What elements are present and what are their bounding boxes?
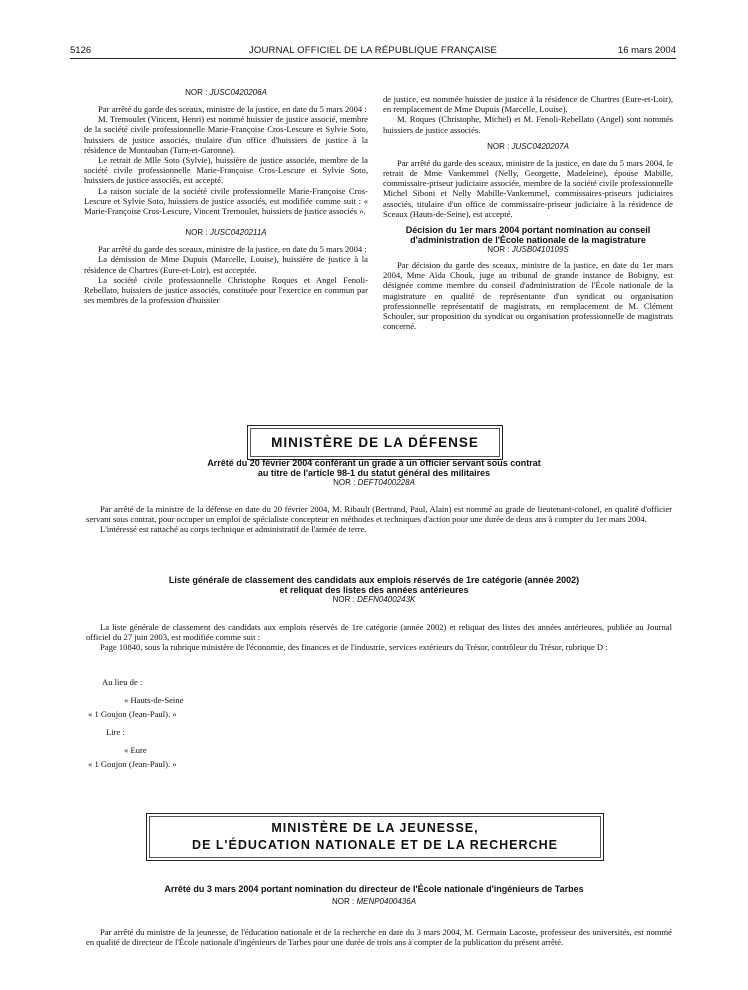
paragraph: La société civile professionnelle Christophe Roques et Angel Fenoli-Rebellato, huissiers de justice associés, constituée pour l'exercice en commun par ses membres de la profession d'huissier <box>84 274 368 306</box>
decision-title: Décision du 1er mars 2004 portant nomination au conseil d'administration de l'École nationale de la magistrature <box>405 225 651 246</box>
quote-line: « 1 Goujon (Jean-Paul). » <box>88 759 177 769</box>
issue-date: 16 mars 2004 <box>617 45 676 56</box>
nor-line: NOR : MENP0400436A <box>331 897 417 906</box>
nor-line: NOR : JUSC0420211A <box>185 228 267 238</box>
nor-code: JUSC0420211A <box>209 228 267 238</box>
left-column <box>84 88 368 305</box>
defense-decree-body <box>86 504 672 535</box>
ministry-title: DE L'ÉDUCATION NATIONALE ET DE LA RECHERCHE <box>192 838 558 852</box>
label-lire: Lire : <box>106 727 125 737</box>
paragraph: M. Roques (Christophe, Michel) et M. Fenoli-Rebellato (Angel) sont nommés huissiers de justice associés. <box>383 114 673 135</box>
nor-code: JUSC0420206A <box>209 88 267 97</box>
ministry-defense-box <box>247 425 503 460</box>
nor-line: NOR : DEFT0400228A <box>333 478 415 487</box>
paragraph: Par arrêté de la ministre de la défense en date du 20 février 2004, M. Ribault (Bertrand, Paul, Alain) est nommé au grade de lieutenant-colonel, en qualité d'officier servant sous contrat, pour occuper un emploi de spécialiste concepteur en méthodes et techniques d'action pour une durée de deux ans à compter du 1er mars 2004. <box>86 504 672 525</box>
header-rule <box>70 58 676 59</box>
reserved-jobs-title: Liste générale de classement des candidats aux emplois réservés de 1re catégorie (année 2002) et reliquat des listes des années antérieures NOR : DEFN0400243K <box>60 575 688 605</box>
education-decree-body <box>86 927 672 947</box>
label-au-lieu: Au lieu de : <box>102 677 143 687</box>
paragraph: L'intéressé est rattaché au corps technique et administratif de l'armée de terre. <box>100 524 367 535</box>
page-number: 5126 <box>70 45 92 56</box>
nor-code: MENP0400436A <box>356 897 417 906</box>
page-header <box>70 45 676 59</box>
education-decree-title: Arrêté du 3 mars 2004 portant nomination du directeur de l'École nationale d'ingénieurs de Tarbes NOR : MENP0400436A <box>60 884 688 907</box>
paragraph: Par arrêté du garde des sceaux, ministre de la justice, en date du 5 mars 2004 : <box>98 104 367 114</box>
quote-line: « Hauts-de-Seine <box>124 695 184 705</box>
nor-line: NOR : JUSC0420206A <box>185 88 267 97</box>
nor-line: NOR : JUSB0410109S <box>487 245 569 255</box>
nor-code: DEFT0400228A <box>357 478 415 487</box>
nor-code: JUSC0420207A <box>511 141 569 151</box>
ministry-education-box <box>146 813 604 861</box>
paragraph: La démission de Mme Dupuis (Marcelle, Louise), huissière de justice à la résidence de Chartres (Eure-et-Loir), est acceptée. <box>84 254 368 275</box>
quote-line: « 1 Goujon (Jean-Paul). » <box>88 709 177 719</box>
quote-line: « Eure <box>124 745 147 755</box>
nor-code: DEFN0400243K <box>357 595 416 604</box>
paragraph: Par arrêté du garde des sceaux, ministre de la justice, en date du 5 mars 2004, le retrait de Mme Vankemmel (Nelly, Georgette, Madeleine), épouse Mabille, commissaire-priseur judiciaire associée, membre de la société civile professionnelle Michel Siboni et Nelly Mabille-Vankemmel, commissaires-priseurs judiciaires associés, titulaire d'un office de commissaire-priseur judiciaire à la résidence de Sceaux (Hauts-de-Seine), est accepté. <box>383 157 673 219</box>
paragraph: La liste générale de classement des candidats aux emplois réservés de 1re catégorie (année 2002) et reliquat des listes des années antérieures, publiée au Journal officiel du 27 juin 2003, est modifiée comme suit : <box>86 622 672 643</box>
paragraph: de justice, est nommée huissier de justice à la résidence de Chartres (Eure-et-Loir), en remplacement de Mme Dupuis (Marcelle, Louise). <box>383 94 673 115</box>
journal-title: JOURNAL OFFICIEL DE LA RÉPUBLIQUE FRANÇAISE <box>248 45 498 56</box>
paragraph: La raison sociale de la société civile professionnelle Marie-Françoise Cros-Lescure et Sylvie Soto, huissiers de justice associés, est modifiée comme suit : « Marie-Françoise Cros-Lescure, Vincent Tremoulet, huissiers de justice associés ». <box>84 185 368 217</box>
reserved-jobs-body <box>86 622 672 653</box>
right-column <box>383 94 673 331</box>
nor-line: NOR : JUSC0420207A <box>487 141 569 151</box>
ministry-title: MINISTÈRE DE LA JEUNESSE, <box>271 821 479 835</box>
paragraph: Par arrêté du ministre de la jeunesse, de l'éducation nationale et de la recherche en date du 3 mars 2004, M. Germain Lacoste, professeur des universités, est nommé en qualité de directeur de l'École nationale d'ingénieurs de Tarbes pour une durée de trois ans à compter de la publication du présent arrêté. <box>86 927 672 948</box>
nor-line: NOR : DEFN0400243K <box>332 595 416 604</box>
nor-code: JUSB0410109S <box>511 245 569 255</box>
paragraph: Par décision du garde des sceaux, ministre de la justice, en date du 1er mars 2004, Mme Aïda Chouk, juge au tribunal de grande instance de Bobigny, est désignée comme membre du conseil d'administration de l'École nationale de la magistrature en qualité de représentante d'un syndicat ou organisation professionnelle représentatif de magistrats, en remplacement de M. Clément Schouler, sur proposition du syndicat ou organisation professionnelle de magistrats concerné. <box>383 260 673 332</box>
defense-decree-title: Arrêté du 20 février 2004 conférant un grade à un officier servant sous contrat au titre de l'article 98-1 du statut général des militaires NOR : DEFT0400228A <box>60 458 688 488</box>
paragraph: M. Tremoulet (Vincent, Henri) est nommé huissier de justice associé, membre de la société civile professionnelle Marie-Françoise Cros-Lescure et Sylvie Soto, huissiers de justice associés, titulaire d'un office d'huissiers de justice à la résidence de Montauban (Tarn-et-Garonne). <box>84 114 368 155</box>
paragraph: Le retrait de Mlle Soto (Sylvie), huissière de justice associée, membre de la société civile professionnelle Marie-Françoise Cros-Lescure et Sylvie Soto, huissiers de justice associés, est accepté. <box>84 155 368 186</box>
paragraph: Par arrêté du garde des sceaux, ministre de la justice, en date du 5 mars 2004 : <box>98 244 367 255</box>
ministry-title: MINISTÈRE DE LA DÉFENSE <box>271 435 479 450</box>
paragraph: Page 10840, sous la rubrique ministère de l'économie, des finances et de l'industrie, services extérieurs du Trésor, contrôleur du Trésor, rubrique D : <box>100 642 608 653</box>
